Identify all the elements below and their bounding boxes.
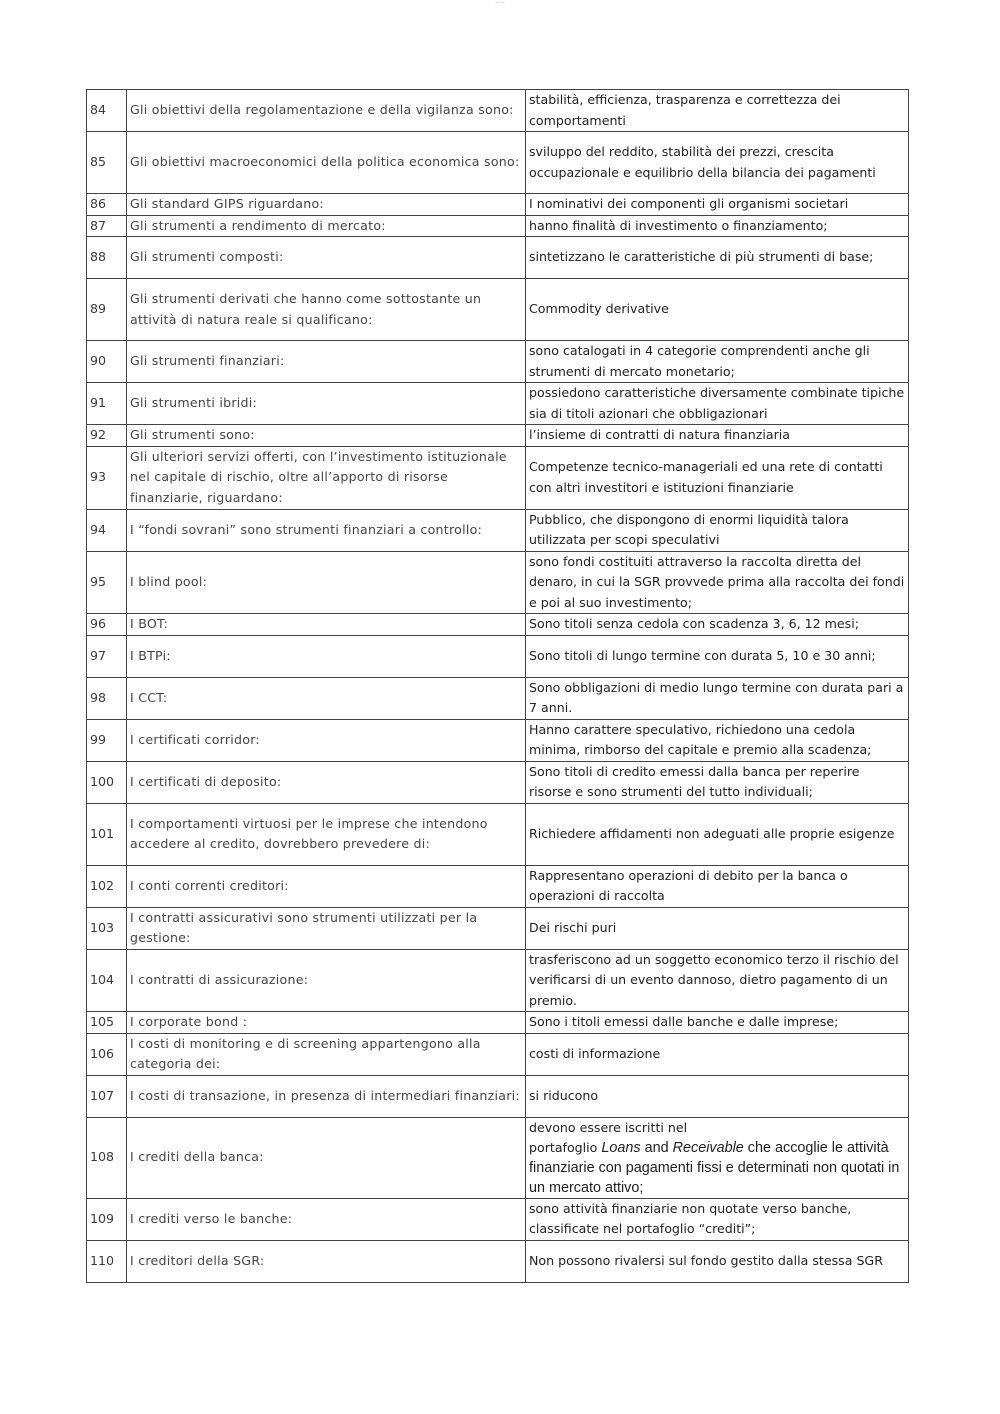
- answer-cell: Rappresentano operazioni di debito per la banca o operazioni di raccolta: [526, 865, 909, 907]
- row-number: 86: [87, 194, 127, 216]
- answer-cell: Non possono rivalersi sul fondo gestito dalla stessa SGR: [526, 1240, 909, 1282]
- table-row: [87, 719, 909, 761]
- row-number: 89: [87, 279, 127, 341]
- row-number: 90: [87, 341, 127, 383]
- question-cell: Gli obiettivi della regolamentazione e della vigilanza sono:: [127, 90, 526, 132]
- answer-cell: stabilità, efficienza, trasparenza e correttezza dei comportamenti: [526, 90, 909, 132]
- answer-cell: si riducono: [526, 1075, 909, 1117]
- table-row: [87, 237, 909, 279]
- question-cell: I corporate bond :: [127, 1012, 526, 1034]
- table-row: [87, 1012, 909, 1034]
- answer-cell: Sono i titoli emessi dalle banche e dalle imprese;: [526, 1012, 909, 1034]
- question-cell: I “fondi sovrani” sono strumenti finanziari a controllo:: [127, 509, 526, 551]
- question-cell: I contratti di assicurazione:: [127, 949, 526, 1012]
- question-cell: Gli strumenti finanziari:: [127, 341, 526, 383]
- question-cell: I crediti della banca:: [127, 1117, 526, 1198]
- page-header-mark: — —: [495, 0, 505, 5]
- row-number: 96: [87, 614, 127, 636]
- question-cell: I comportamenti virtuosi per le imprese che intendono accedere al credito, dovrebbero prevedere di:: [127, 803, 526, 865]
- table-row: [87, 509, 909, 551]
- row-number: 92: [87, 425, 127, 447]
- row-number: 110: [87, 1240, 127, 1282]
- answer-cell: possiedono caratteristiche diversamente combinate tipiche sia di titoli azionari che obbligazionari: [526, 383, 909, 425]
- table-row: [87, 614, 909, 636]
- table-row: [87, 1198, 909, 1240]
- question-cell: Gli obiettivi macroeconomici della politica economica sono:: [127, 132, 526, 194]
- row-number: 107: [87, 1075, 127, 1117]
- row-number: 85: [87, 132, 127, 194]
- table-row: [87, 90, 909, 132]
- answer-cell: Hanno carattere speculativo, richiedono una cedola minima, rimborso del capitale e premio alla scadenza;: [526, 719, 909, 761]
- question-cell: Gli strumenti derivati che hanno come sottostante un attività di natura reale si qualificano:: [127, 279, 526, 341]
- row-number: 84: [87, 90, 127, 132]
- answer-cell: Sono titoli senza cedola con scadenza 3, 6, 12 mesi;: [526, 614, 909, 636]
- question-cell: Gli strumenti ibridi:: [127, 383, 526, 425]
- table-row: [87, 194, 909, 216]
- question-cell: I crediti verso le banche:: [127, 1198, 526, 1240]
- row-number: 108: [87, 1117, 127, 1198]
- question-cell: I contratti assicurativi sono strumenti utilizzati per la gestione:: [127, 907, 526, 949]
- question-cell: I certificati corridor:: [127, 719, 526, 761]
- question-cell: I conti correnti creditori:: [127, 865, 526, 907]
- answer-cell: sono catalogati in 4 categorie comprendenti anche gli strumenti di mercato monetario;: [526, 341, 909, 383]
- table-row: [87, 551, 909, 614]
- row-number: 98: [87, 677, 127, 719]
- row-number: 88: [87, 237, 127, 279]
- answer-cell: I nominativi dei componenti gli organismi societari: [526, 194, 909, 216]
- answer-cell: sviluppo del reddito, stabilità dei prezzi, crescita occupazionale e equilibrio della bilancia dei pagamenti: [526, 132, 909, 194]
- question-cell: I costi di transazione, in presenza di intermediari finanziari:: [127, 1075, 526, 1117]
- answer-term-loans: Loans: [601, 1139, 641, 1156]
- table-row: [87, 132, 909, 194]
- table-row: [87, 383, 909, 425]
- answer-line-1: devono essere iscritti nel: [529, 1119, 688, 1135]
- table-row: [87, 341, 909, 383]
- question-cell: I certificati di deposito:: [127, 761, 526, 803]
- table-row: [87, 1240, 909, 1282]
- row-number: 95: [87, 551, 127, 614]
- answer-term-receivable: Receivable: [672, 1139, 744, 1156]
- answer-cell: sono attività finanziarie non quotate verso banche, classificate nel portafoglio “crediti”;: [526, 1198, 909, 1240]
- question-cell: I blind pool:: [127, 551, 526, 614]
- answer-cell: Sono titoli di credito emessi dalla banca per reperire risorse e sono strumenti del tutto individuali;: [526, 761, 909, 803]
- question-cell: I costi di monitoring e di screening appartengono alla categoria dei:: [127, 1033, 526, 1075]
- table-row: [87, 279, 909, 341]
- table-row: [87, 215, 909, 237]
- table-row: [87, 949, 909, 1012]
- answer-cell: Richiedere affidamenti non adeguati alle proprie esigenze: [526, 803, 909, 865]
- row-number: 103: [87, 907, 127, 949]
- table-row: [87, 865, 909, 907]
- row-number: 87: [87, 215, 127, 237]
- row-number: 106: [87, 1033, 127, 1075]
- question-cell: Gli standard GIPS riguardano:: [127, 194, 526, 216]
- table-row: [87, 635, 909, 677]
- row-number: 102: [87, 865, 127, 907]
- table-row: [87, 907, 909, 949]
- row-number: 97: [87, 635, 127, 677]
- answer-cell: Competenze tecnico-manageriali ed una rete di contatti con altri investitori e istituzioni finanziarie: [526, 446, 909, 509]
- table-row: [87, 761, 909, 803]
- answer-cell: l’insieme di contratti di natura finanziaria: [526, 425, 909, 447]
- answer-cell: sintetizzano le caratteristiche di più strumenti di base;: [526, 237, 909, 279]
- table-row: [87, 1117, 909, 1198]
- answer-cell: costi di informazione: [526, 1033, 909, 1075]
- row-number: 94: [87, 509, 127, 551]
- row-number: 100: [87, 761, 127, 803]
- answer-cell: Pubblico, che dispongono di enormi liquidità talora utilizzata per scopi speculativi: [526, 509, 909, 551]
- answer-cell: Dei rischi puri: [526, 907, 909, 949]
- question-cell: Gli strumenti a rendimento di mercato:: [127, 215, 526, 237]
- question-cell: I creditori della SGR:: [127, 1240, 526, 1282]
- quiz-table: [86, 89, 909, 1283]
- question-cell: I BTPi:: [127, 635, 526, 677]
- answer-portfolio-label: portafoglio: [529, 1139, 602, 1155]
- question-cell: I CCT:: [127, 677, 526, 719]
- answer-and: and: [640, 1139, 673, 1156]
- row-number: 93: [87, 446, 127, 509]
- row-number: 105: [87, 1012, 127, 1034]
- answer-cell: trasferiscono ad un soggetto economico terzo il rischio del verificarsi di un evento dannoso, dietro pagamento di un premio.: [526, 949, 909, 1012]
- table-row: [87, 1075, 909, 1117]
- row-number: 99: [87, 719, 127, 761]
- row-number: 104: [87, 949, 127, 1012]
- answer-rest: che accoglie le attività finanziarie con pagamenti fissi e determinati non quotati in un mercato attivo;: [529, 1139, 900, 1196]
- table-row: [87, 1033, 909, 1075]
- question-cell: I BOT:: [127, 614, 526, 636]
- table-row: [87, 803, 909, 865]
- row-number: 91: [87, 383, 127, 425]
- row-number: 101: [87, 803, 127, 865]
- question-cell: Gli strumenti sono:: [127, 425, 526, 447]
- table-row: [87, 677, 909, 719]
- question-cell: Gli ulteriori servizi offerti, con l’investimento istituzionale nel capitale di rischio, oltre all’apporto di risorse finanziarie, riguardano:: [127, 446, 526, 509]
- table-row: [87, 446, 909, 509]
- question-cell: Gli strumenti composti:: [127, 237, 526, 279]
- table-row: [87, 425, 909, 447]
- answer-cell: Sono titoli di lungo termine con durata 5, 10 e 30 anni;: [526, 635, 909, 677]
- answer-cell: Sono obbligazioni di medio lungo termine con durata pari a 7 anni.: [526, 677, 909, 719]
- row-number: 109: [87, 1198, 127, 1240]
- answer-cell: hanno finalità di investimento o finanziamento;: [526, 215, 909, 237]
- answer-cell: [526, 1117, 909, 1198]
- answer-cell: Commodity derivative: [526, 279, 909, 341]
- answer-cell: sono fondi costituiti attraverso la raccolta diretta del denaro, in cui la SGR provvede prima alla raccolta dei fondi e poi al suo investimento;: [526, 551, 909, 614]
